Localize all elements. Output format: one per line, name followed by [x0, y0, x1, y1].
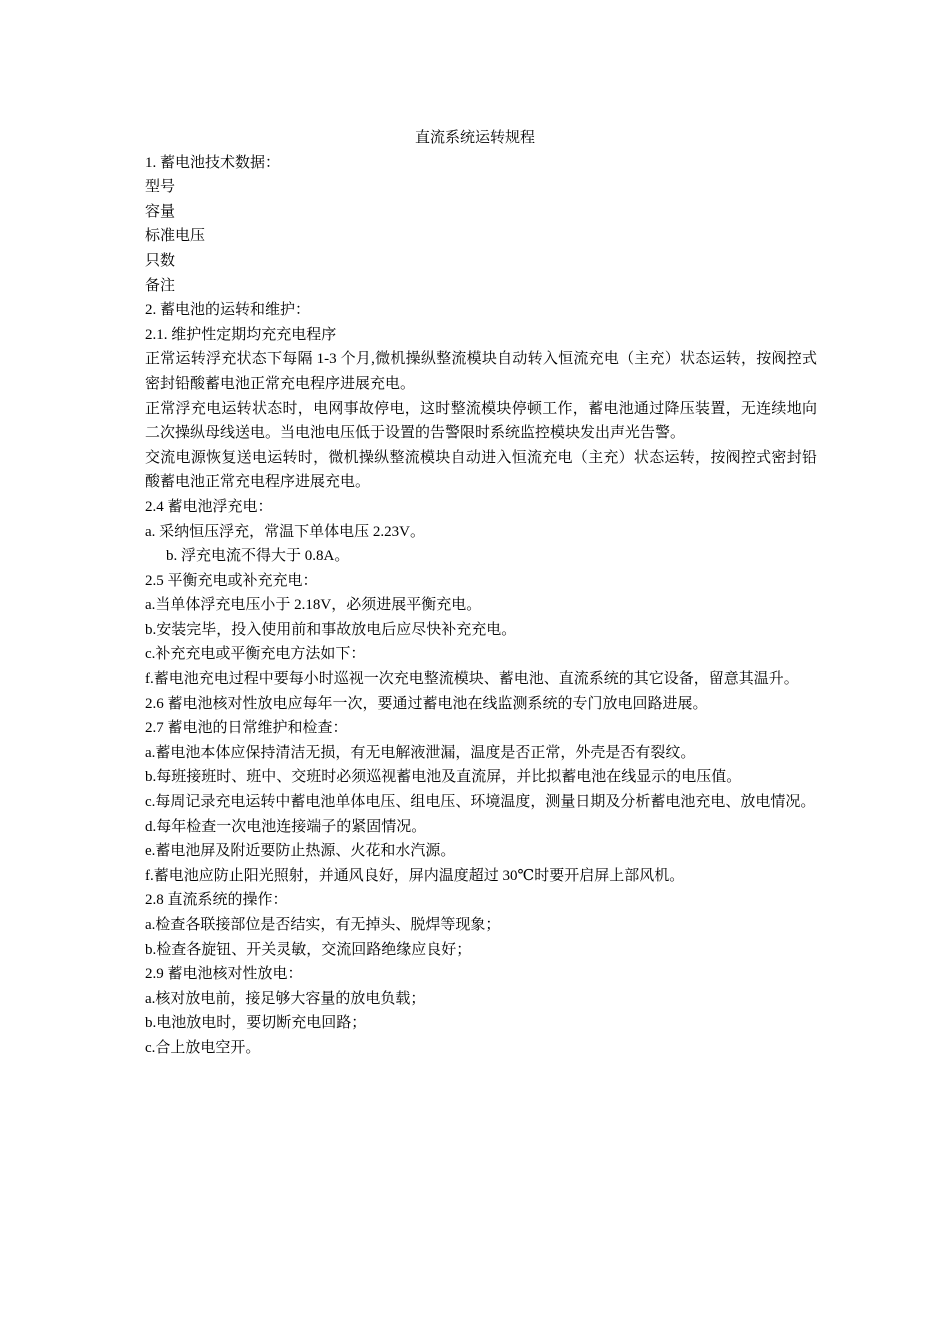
list-item: a. 采纳恒压浮充，常温下单体电压 2.23V。 — [145, 523, 425, 540]
subsection-heading: 2.1. 维护性定期均充充电程序 — [145, 326, 337, 343]
list-item: f.蓄电池应防止阳光照射，并通风良好，屏内温度超过 30℃时要开启屏上部风机。 — [145, 867, 685, 884]
list-item: a.核对放电前，接足够大容量的放电负载； — [145, 990, 426, 1007]
field-label: 标准电压 — [145, 228, 206, 245]
list-item: a.当单体浮充电压小于 2.18V，必须进展平衡充电。 — [145, 597, 482, 614]
list-item: f.蓄电池充电过程中要每小时巡视一次充电整流模块、蓄电池、直流系统的其它设备，留意其温升。 — [145, 671, 799, 688]
list-item: c.补充充电或平衡充电方法如下： — [145, 646, 366, 663]
paragraph: 交流电源恢复送电运转时，微机操纵整流模块自动进入恒流充电（主充）状态运转，按阀控式密封铅酸蓄电池正常充电程序进展充电。 — [145, 449, 817, 491]
subsection-heading: 2.6 蓄电池核对性放电应每年一次，要通过蓄电池在线监测系统的专门放电回路进展。 — [145, 695, 708, 712]
list-item: e.蓄电池屏及附近要防止热源、火花和水汽源。 — [145, 843, 456, 860]
subsection-heading: 2.7 蓄电池的日常维护和检查： — [145, 720, 348, 737]
list-item: b.电池放电时，要切断充电回路； — [145, 1015, 367, 1032]
list-item: d.每年检查一次电池连接端子的紧固情况。 — [145, 818, 427, 835]
field-label: 只数 — [145, 252, 176, 269]
subsection-heading: 2.5 平衡充电或补充充电： — [145, 572, 318, 589]
list-item: b.每班接班时、班中、交班时必须巡视蓄电池及直流屏，并比拟蓄电池在线显示的电压值。 — [145, 769, 742, 786]
list-item: a.检查各联接部位是否结实，有无掉头、脱焊等现象； — [145, 917, 501, 933]
subsection-heading: 2.8 直流系统的操作： — [145, 892, 288, 909]
list-item: b. 浮充电流不得大于 0.8A。 — [166, 548, 350, 565]
subsection-heading: 2.9 蓄电池核对性放电： — [145, 966, 303, 983]
list-item: b.安装完毕，投入使用前和事故放电后应尽快补充充电。 — [145, 621, 517, 638]
paragraph: 正常浮充电运转状态时，电网事故停电，这时整流模块停顿工作，蓄电池通过降压装置，无连续地向二次操纵母线送电。当电池电压低于设置的告警限时系统监控模块发出声光告警。 — [145, 400, 817, 442]
field-label: 容量 — [145, 203, 176, 220]
subsection-heading: 2.4 蓄电池浮充电： — [145, 498, 273, 515]
section-heading: 1. 蓄电池技术数据： — [145, 154, 281, 171]
list-item: a.蓄电池本体应保持清洁无损，有无电解液泄漏，温度是否正常，外壳是否有裂纹。 — [145, 744, 696, 761]
section-heading: 2. 蓄电池的运转和维护： — [145, 302, 311, 319]
list-item: b.检查各旋钮、开关灵敏，交流回路绝缘应良好； — [145, 941, 472, 958]
list-item: c.每周记录充电运转中蓄电池单体电压、组电压、环境温度，测量日期及分析蓄电池充电、放电情况。 — [145, 794, 816, 811]
document-title: 直流系统运转规程 — [414, 130, 535, 146]
field-label: 备注 — [145, 277, 176, 294]
document-body — [145, 126, 817, 1061]
field-label: 型号 — [145, 179, 176, 196]
list-item: c.合上放电空开。 — [145, 1039, 261, 1056]
paragraph: 正常运转浮充状态下每隔 1-3 个月,微机操纵整流模块自动转入恒流充电（主充）状态运转，按阀控式密封铅酸蓄电池正常充电程序进展充电。 — [145, 351, 817, 392]
